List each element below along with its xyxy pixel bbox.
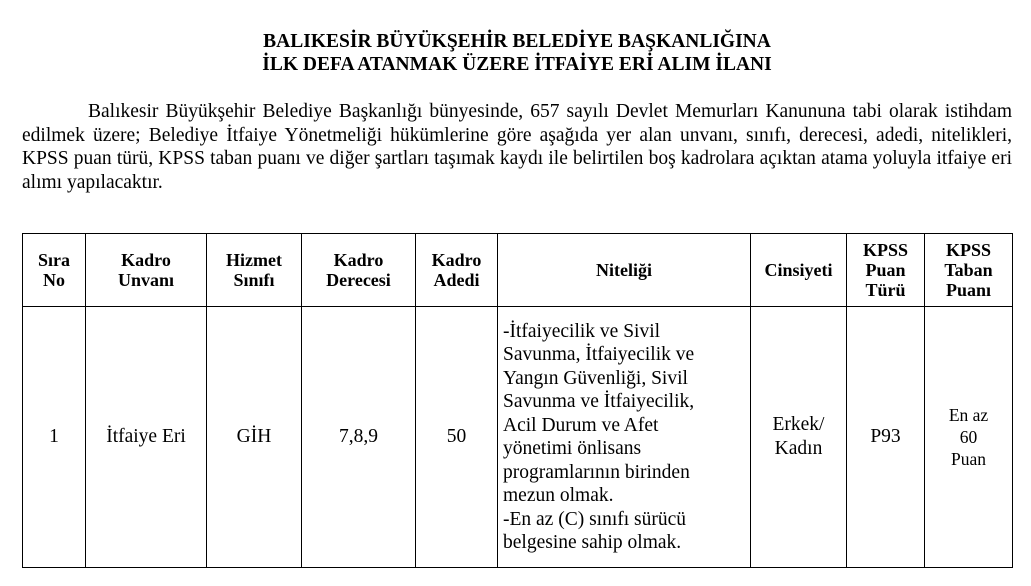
niteligi-line: mezun olmak. xyxy=(503,485,614,506)
niteligi-line: Acil Durum ve Afet xyxy=(503,414,659,436)
header-sira-no: Sıra No xyxy=(23,234,86,307)
niteligi-line: yönetimi önlisans xyxy=(503,438,642,459)
title-line-1: BALIKESİR BÜYÜKŞEHİR BELEDİYE BAŞKANLIĞINA xyxy=(263,31,771,52)
header-cinsiyeti: Cinsiyeti xyxy=(751,234,847,307)
cell-sira-no: 1 xyxy=(23,307,86,568)
header-hizmet-sinifi: Hizmet Sınıfı xyxy=(207,234,302,307)
niteligi-line: belgesine sahip olmak. xyxy=(503,532,682,553)
title-line-2: İLK DEFA ATANMAK ÜZERE İTFAİYE ERİ ALIM İLANI xyxy=(262,54,772,75)
niteligi-line: Savunma, İtfaiyecilik ve xyxy=(503,344,695,365)
header-kadro-adedi: Kadro Adedi xyxy=(416,234,498,307)
intro-paragraph: Balıkesir Büyükşehir Belediye Başkanlığı bünyesinde, 657 sayılı Devlet Memurları Kanununa tabi olarak istihdam edilmek üzere; Belediye İtfaiye Yönetmeliği hükümlerine göre aşağıda yer alan unvanı, sınıfı, derecesi, adedi, nitelikleri, KPSS puan türü, KPSS taban puanı ve diğer şartları taşımak kaydı ile belirtilen boş kadrolara açıktan atama yoluyla itfaiye eri alımı yapılacaktır. xyxy=(22,101,1012,193)
cell-kpss-puan-turu: P93 xyxy=(847,307,925,568)
document xyxy=(22,0,1012,553)
niteligi-line: programlarının birinden xyxy=(503,461,690,483)
cell-kadro-unvani: İtfaiye Eri xyxy=(86,307,207,568)
document-title xyxy=(22,30,1012,76)
cell-niteligi xyxy=(498,307,751,568)
cell-kadro-adedi: 50 xyxy=(416,307,498,568)
niteligi-line: -İtfaiyecilik ve Sivil xyxy=(503,320,661,342)
table-header-row xyxy=(23,234,1013,307)
cell-kadro-derecesi: 7,8,9 xyxy=(302,307,416,568)
header-niteligi: Niteliği xyxy=(498,234,751,307)
header-kpss-puan-turu: KPSS Puan Türü xyxy=(847,234,925,307)
niteligi-line: -En az (C) sınıfı sürücü xyxy=(503,508,687,530)
cell-cinsiyeti: Erkek/ Kadın xyxy=(751,307,847,568)
table-row xyxy=(23,307,1013,568)
niteligi-line: Savunma ve İtfaiyecilik, xyxy=(503,391,695,412)
header-kadro-derecesi: Kadro Derecesi xyxy=(302,234,416,307)
header-kpss-taban-puani: KPSS Taban Puanı xyxy=(925,234,1013,307)
niteligi-line: Yangın Güvenliği, Sivil xyxy=(503,367,688,389)
cell-kpss-taban-puani: En az 60 Puan xyxy=(925,307,1013,568)
header-kadro-unvani: Kadro Unvanı xyxy=(86,234,207,307)
cell-hizmet-sinifi: GİH xyxy=(207,307,302,568)
recruitment-table xyxy=(22,233,1013,568)
